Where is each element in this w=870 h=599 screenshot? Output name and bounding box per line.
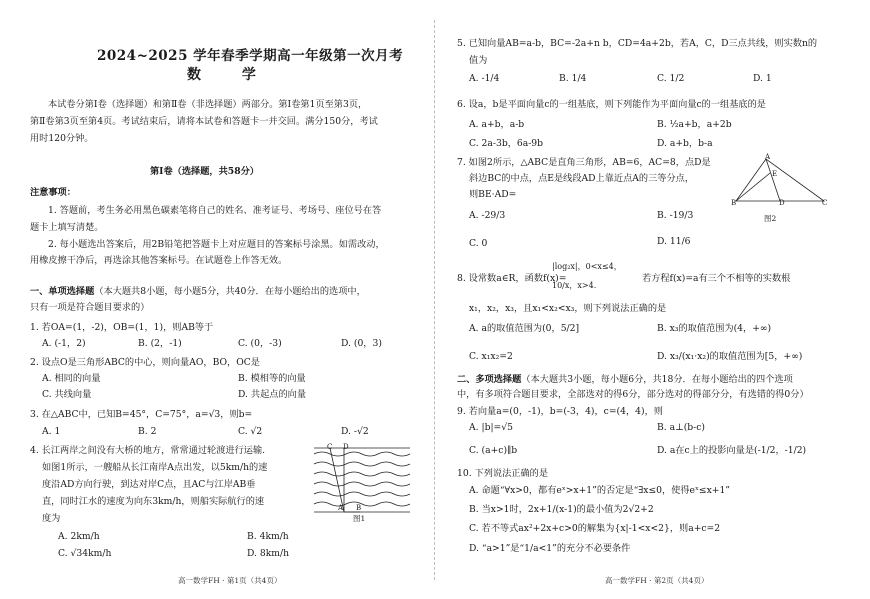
fig2-point-e: E [772, 170, 778, 178]
section1-heading: 一、单项选择题 [30, 286, 95, 297]
q4-option-b: B. 4km/h [247, 531, 289, 542]
q5-option-b: B. 1/4 [559, 73, 587, 84]
q8-piece-2: 10/x，x>4. [552, 281, 597, 290]
section2-desc: （本大题共3小题，每小题6分，共18分．在每小题给出的四个选项 [521, 374, 793, 385]
q10-option-a: A. 命题“∀x>0，都有eˣ>x+1”的否定是“∃x≤0，使得eˣ≤x+1” [469, 485, 730, 496]
q8-stem-b: 若方程f(x)=a有三个不相等的实数根 [642, 273, 791, 284]
q6-option-d: D. a+b，b-a [657, 138, 713, 149]
q9-option-c: C. (a+c)∥b [469, 445, 518, 456]
section2-header [457, 374, 793, 386]
q8-stem-a: 8. 设常数a∈R，函数f(x)= [457, 273, 567, 284]
section1-desc: （本大题共8小题，每小题5分，共40分．在每小题给出的选项中， [94, 286, 366, 297]
q9-option-d: D. a在c上的投影向量是(-1/2，-1/2) [657, 445, 807, 456]
q2-option-d: D. 共起点的向量 [238, 389, 307, 400]
fig2-point-c: C [822, 199, 828, 207]
fig2-label: 图2 [764, 214, 777, 223]
q4-line: 4. 长江两岸之间没有大桥的地方，常常通过轮渡进行运输. [30, 445, 266, 456]
q4-option-d: D. 8km/h [247, 548, 290, 559]
fig1-point-b: B [356, 504, 362, 512]
q10-option-b: B. 当x>1时，2x+1/(x-1)的最小值为2√2+2 [469, 504, 654, 515]
q7-line: 则BE·AD= [469, 189, 517, 200]
q7-option-a: A. -29/3 [469, 210, 506, 221]
footer-page-2: 高一数学FH · 第2页（共4页） [605, 576, 709, 585]
q5-option-d: D. 1 [753, 73, 772, 84]
section1-desc-2: 只有一项是符合题目要求的） [30, 302, 150, 313]
q2-stem: 2. 设点O是三角形ABC的中心，则向量AO，BO，OC是 [30, 357, 260, 368]
q4-option-a: A. 2km/h [58, 531, 100, 542]
q7-line: 斜边BC的中点，点E是线段AD上靠近点A的三等分点， [469, 173, 695, 184]
notice-line: 2. 每小题选出答案后，用2B铅笔把答题卡上对应题目的答案标号涂黑。如需改动， [48, 239, 385, 250]
notice-line: 1. 答题前，考生务必用黑色碳素笔将自己的姓名、准考证号、考场号、座位号在答 [48, 205, 382, 216]
q4-line: 度为 [42, 513, 61, 524]
q4-line: 如图1所示，一艘船从长江南岸A点出发，以5km/h的速 [42, 462, 268, 473]
q10-option-c: C. 若不等式ax²+2x+c>0的解集为{x|-1<x<2}，则a+c=2 [469, 523, 721, 534]
fig1-point-c: C [327, 443, 333, 451]
footer-page-1: 高一数学FH · 第1页（共4页） [178, 576, 282, 585]
q9-stem: 9. 若向量a=(0，-1)，b=(-3，4)，c=(4，4)，则 [457, 406, 663, 417]
section1-header [30, 286, 366, 298]
intro-line-1: 本试卷分第Ⅰ卷（选择题）和第Ⅱ卷（非选择题）两部分。第Ⅰ卷第1页至第3页， [48, 99, 368, 110]
q6-option-b: B. ½a+b，a+2b [657, 119, 732, 130]
q2-option-a: A. 相同的向量 [42, 373, 101, 384]
q9-option-a: A. |b|=√5 [469, 422, 513, 433]
section2-desc-2: 中，有多项符合题目要求，全部选对的得6分，部分选对的得部分分，有选错的得0分） [457, 389, 809, 400]
q8-piece-1: |log₂x|，0<x≤4， [552, 262, 622, 271]
q2-option-b: B. 模相等的向量 [238, 373, 306, 384]
q8-option-b: B. x₃的取值范围为(4，+∞) [657, 323, 772, 334]
notice-line: 题卡上填写清楚。 [30, 222, 104, 233]
q1-stem: 1. 若OA=(1，-2)，OB=(1，1)，则AB等于 [30, 322, 214, 333]
subject-title: 数 学 [187, 67, 274, 83]
q8-option-d: D. x₃/(x₁·x₂)的取值范围为[5，+∞) [657, 351, 803, 362]
q9-option-b: B. a⊥(b-c) [657, 422, 706, 433]
q3-option-b: B. 2 [138, 426, 157, 437]
q5-stem-2: 值为 [469, 55, 488, 66]
q7-option-b: B. -19/3 [657, 210, 694, 221]
q3-option-c: C. √2 [238, 426, 263, 437]
exam-title: 2024~2025 学年春季学期高一年级第一次月考 [97, 48, 404, 64]
q4-option-c: C. √34km/h [58, 548, 112, 559]
fig1-point-d: D [343, 443, 349, 451]
intro-line-3: 用时120分钟。 [30, 133, 94, 144]
q2-option-c: C. 共线向量 [42, 389, 92, 400]
q8-option-c: C. x₁x₂=2 [469, 351, 513, 362]
intro-line-2: 第Ⅱ卷第3页至第4页。考试结束后，请将本试卷和答题卡一并交回。满分150分，考试 [30, 116, 378, 127]
q1-option-b: B. (2，-1) [138, 338, 182, 349]
q4-line: 直，同时江水的速度为向东3km/h，则船实际航行的速 [42, 496, 265, 507]
fig1-point-a: A [338, 504, 344, 512]
q3-option-a: A. 1 [42, 426, 61, 437]
q5-stem: 5. 已知向量AB=a-b，BC=-2a+n b，CD=4a+2b，若A，C，D三点共线，则实数n的 [457, 38, 818, 49]
q7-line: 7. 如图2所示，△ABC是直角三角形，AB=6，AC=8，点D是 [457, 157, 711, 168]
q3-stem: 3. 在△ABC中，已知B=45°，C=75°，a=√3，则b= [30, 409, 253, 420]
q6-stem: 6. 设a，b是平面向量c的一组基底，则下列能作为平面向量c的一组基底的是 [457, 99, 766, 110]
q7-option-c: C. 0 [469, 238, 488, 249]
q6-option-a: A. a+b，a-b [469, 119, 525, 130]
q7-option-d: D. 11/6 [657, 236, 691, 247]
q5-option-c: C. 1/2 [657, 73, 685, 84]
page-divider [434, 20, 435, 580]
fig2-point-b: B [731, 199, 737, 207]
q1-option-d: D. (0，3) [341, 338, 382, 349]
q6-option-c: C. 2a-3b，6a-9b [469, 138, 544, 149]
notice-heading: 注意事项： [30, 187, 76, 198]
fig2-point-d: D [779, 199, 785, 207]
q10-stem: 10. 下列说法正确的是 [457, 468, 549, 479]
section2-heading: 二、多项选择题 [457, 374, 522, 385]
q1-option-a: A. (-1，2) [42, 338, 86, 349]
q8-option-a: A. a的取值范围为(0，5/2] [469, 323, 580, 334]
q4-line: 度沿AD方向行驶，到达对岸C点，且AC与江岸AB垂 [42, 479, 256, 490]
fig1-label: 图1 [353, 514, 366, 523]
notice-line: 用橡皮擦干净后，再选涂其他答案标号。在试题卷上作答无效。 [30, 255, 288, 266]
q1-option-c: C. (0，-3) [238, 338, 282, 349]
q5-option-a: A. -1/4 [469, 73, 500, 84]
q8-stem-2: x₁，x₂，x₃，且x₁<x₂<x₃，则下列说法正确的是 [469, 303, 667, 314]
q3-option-d: D. -√2 [341, 426, 369, 437]
part1-title: 第Ⅰ卷（选择题，共58分） [150, 166, 259, 177]
q10-option-d: D. “a>1”是“1/a<1”的充分不必要条件 [469, 543, 631, 554]
fig2-point-a: A [765, 153, 771, 161]
